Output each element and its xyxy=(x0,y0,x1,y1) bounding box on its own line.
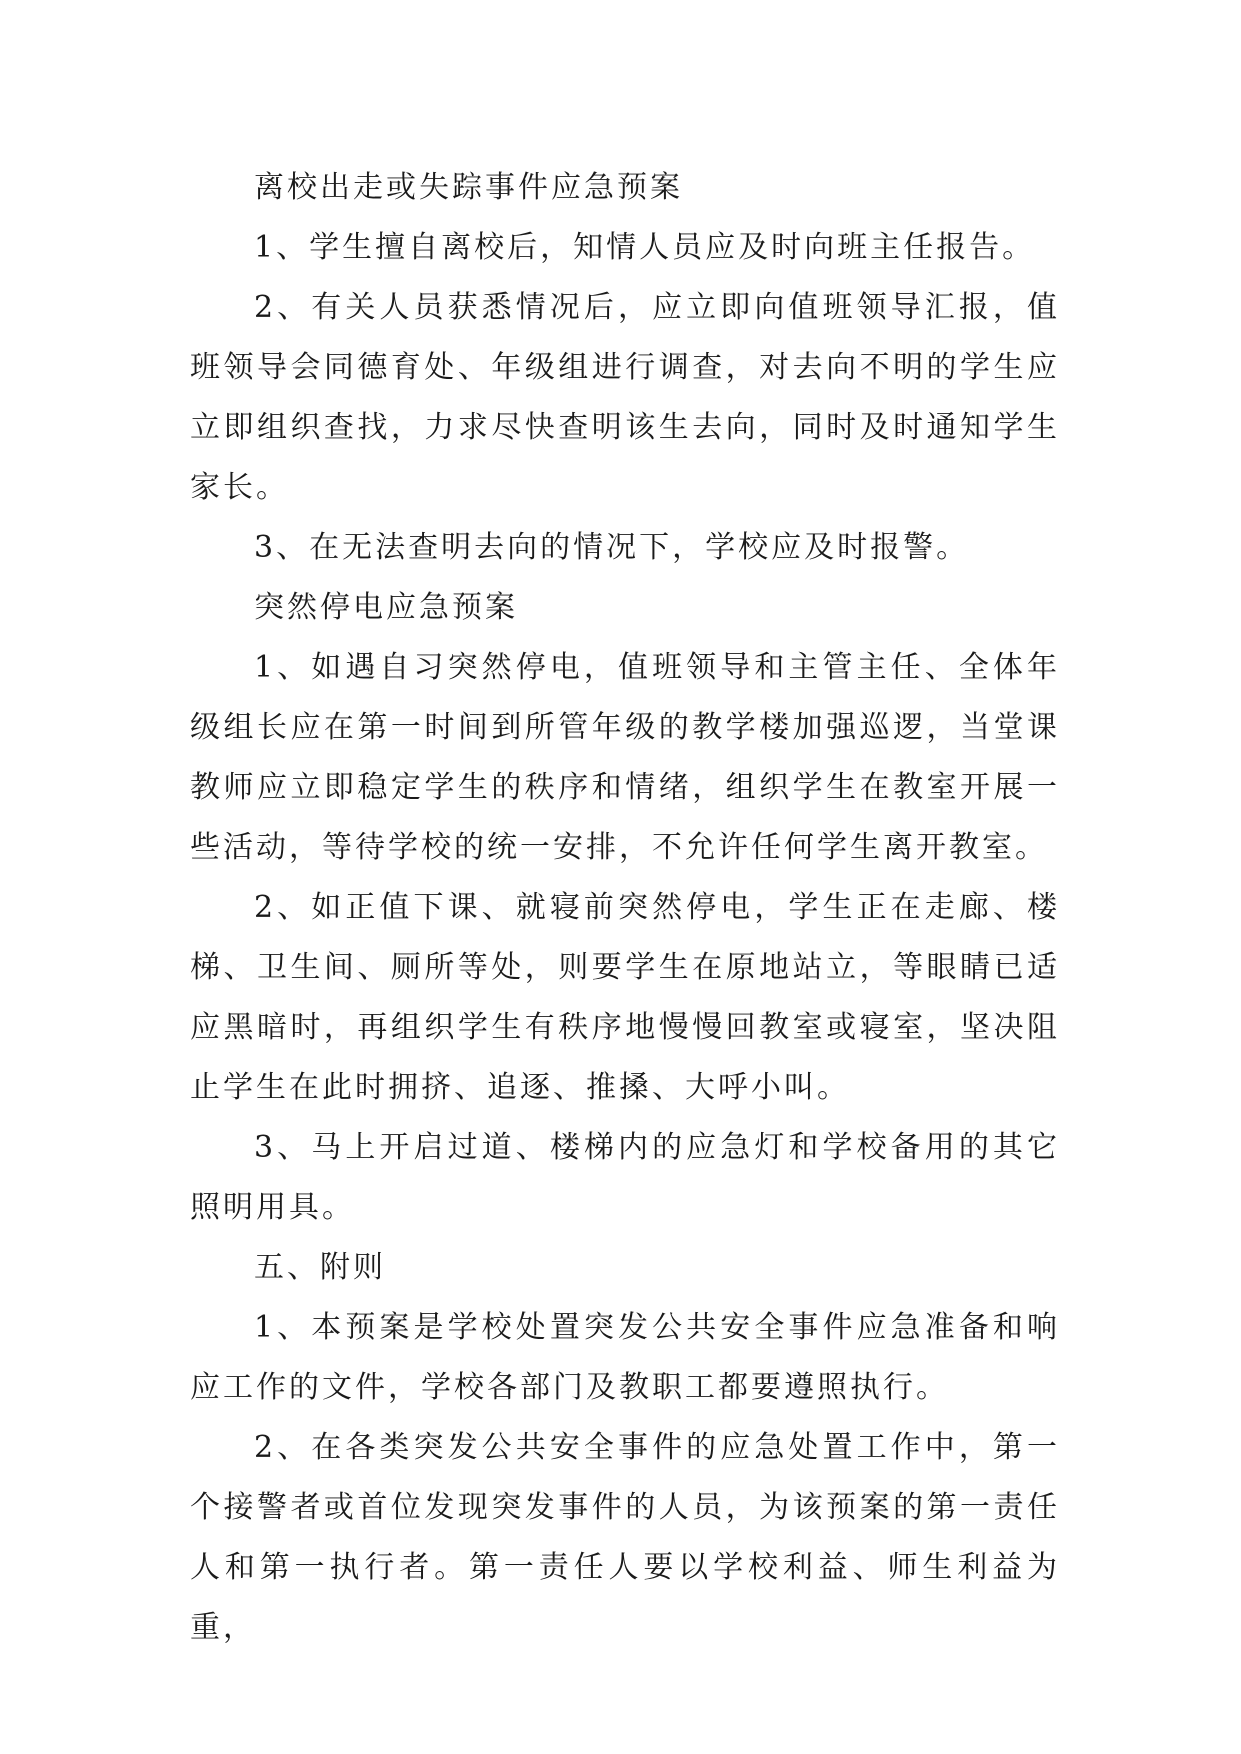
paragraph-power-2: 2、如正值下课、就寝前突然停电，学生正在走廊、楼梯、卫生间、厕所等处，则要学生在原地站立，等眼睛已适应黑暗时，再组织学生有秩序地慢慢回教室或寝室，坚决阻止学生在此时拥挤、追逐、推搡、大呼小叫。 xyxy=(190,890,1060,1105)
paragraph-leave-3: 3、在无法查明去向的情况下，学校应及时报警。 xyxy=(254,530,970,565)
paragraph-leave-1: 1、学生擅自离校后，知情人员应及时向班主任报告。 xyxy=(254,230,1036,265)
paragraph-power-1: 1、如遇自习突然停电，值班领导和主管主任、全体年级组长应在第一时间到所管年级的教学楼加强巡逻，当堂课教师应立即稳定学生的秩序和情绪，组织学生在教室开展一些活动，等待学校的统一安排，不允许任何学生离开教室。 xyxy=(190,650,1060,865)
section-heading-power-outage: 突然停电应急预案 xyxy=(254,590,518,625)
section-heading-appendix: 五、附则 xyxy=(254,1250,386,1285)
paragraph-appendix-1: 1、本预案是学校处置突发公共安全事件应急准备和响应工作的文件，学校各部门及教职工都要遵照执行。 xyxy=(190,1310,1060,1405)
section-heading-leave-school: 离校出走或失踪事件应急预案 xyxy=(254,170,683,205)
paragraph-power-3: 3、马上开启过道、楼梯内的应急灯和学校备用的其它照明用具。 xyxy=(190,1130,1060,1225)
document-body xyxy=(190,158,1060,1658)
paragraph-appendix-2: 2、在各类突发公共安全事件的应急处置工作中，第一个接警者或首位发现突发事件的人员，为该预案的第一责任人和第一执行者。第一责任人要以学校利益、师生利益为重， xyxy=(190,1430,1060,1645)
paragraph-leave-2: 2、有关人员获悉情况后，应立即向值班领导汇报，值班领导会同德育处、年级组进行调查，对去向不明的学生应立即组织查找，力求尽快查明该生去向，同时及时通知学生家长。 xyxy=(190,290,1060,505)
